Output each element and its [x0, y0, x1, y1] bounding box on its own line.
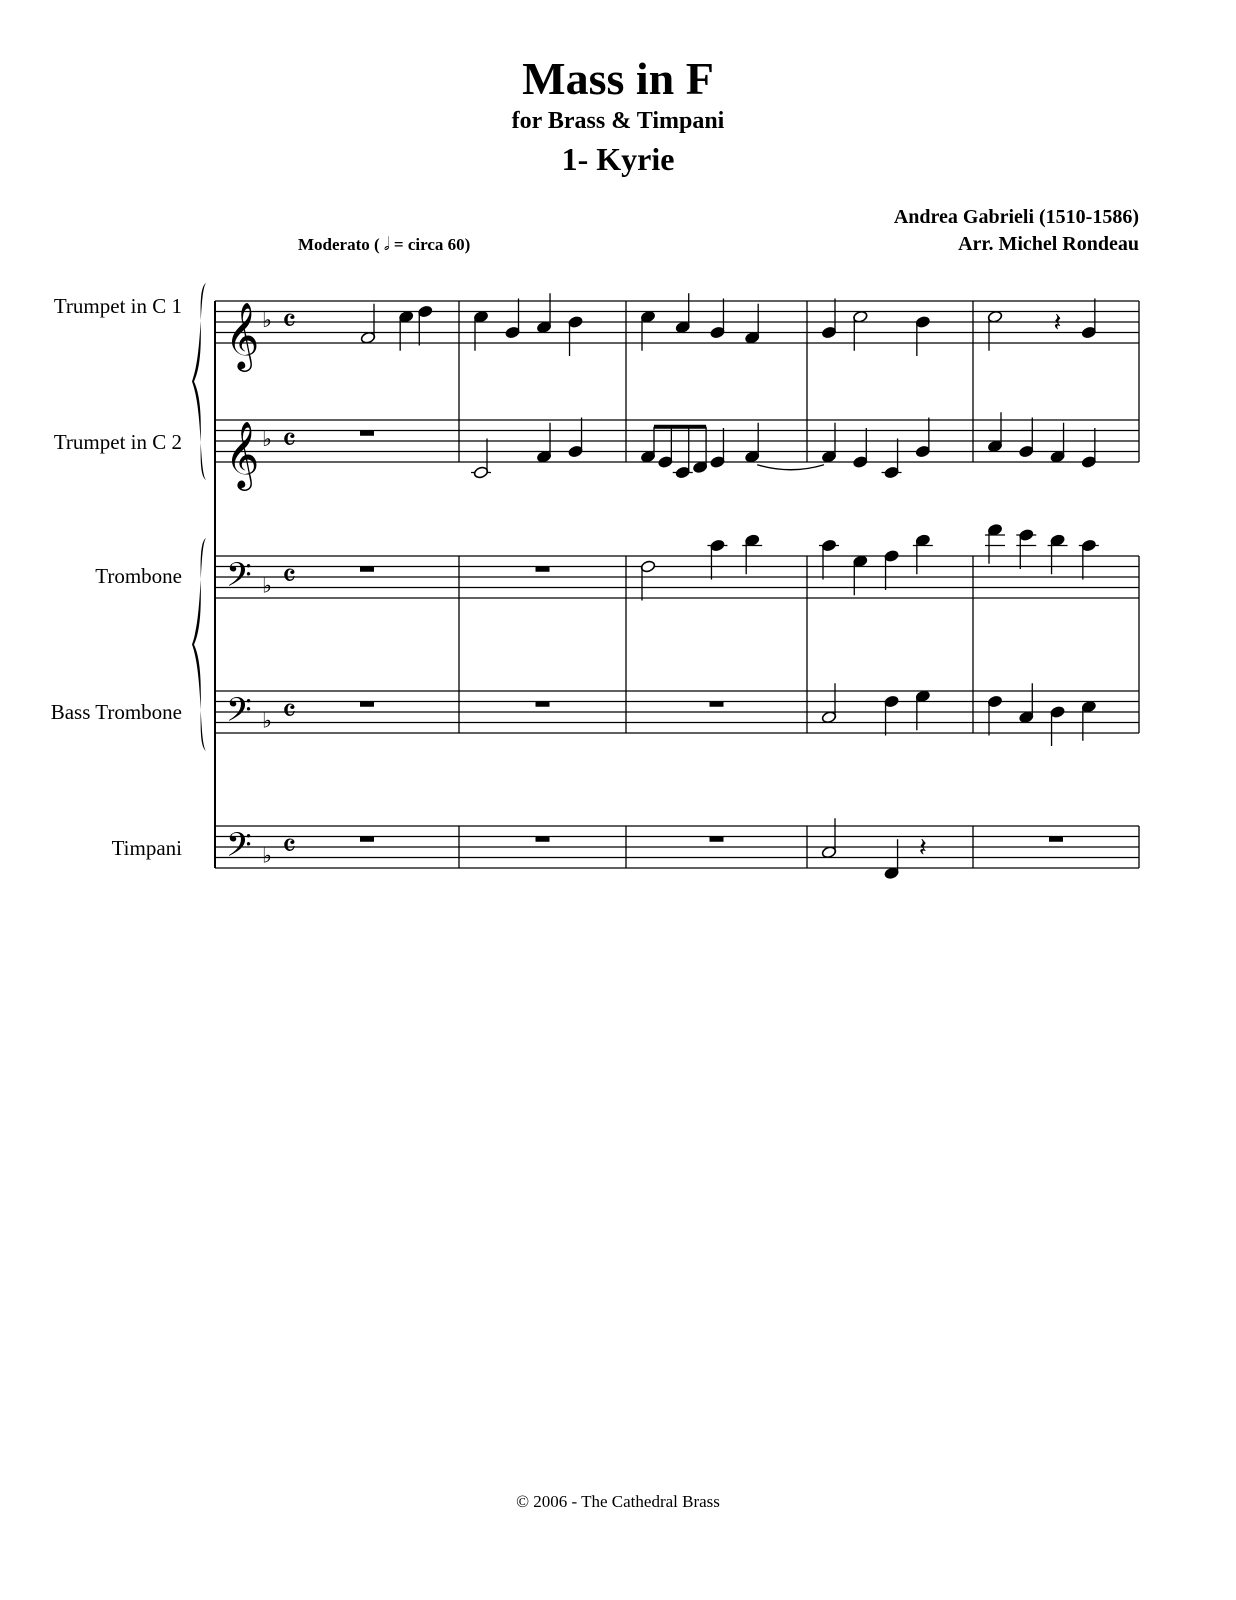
tie-arc: [757, 465, 824, 470]
flat-icon: ♭: [262, 843, 272, 868]
common-time-icon: 𝄴: [282, 556, 297, 595]
bass-clef-icon: 𝄢: [226, 826, 252, 873]
whole-rest-icon: [710, 837, 724, 842]
score-subtitle: for Brass & Timpani: [511, 108, 725, 134]
whole-rest-icon: [360, 702, 374, 707]
quarter-rest-icon: 𝄽: [1053, 308, 1062, 338]
instrument-label-trombone: Trombone: [95, 564, 182, 588]
whole-rest-icon: [536, 567, 550, 572]
flat-icon: ♭: [262, 573, 272, 598]
common-time-icon: 𝄴: [282, 301, 297, 340]
whole-rest-icon: [1049, 837, 1063, 842]
bass-clef-icon: 𝄢: [226, 556, 252, 603]
copyright-notice: © 2006 - The Cathedral Brass: [516, 1492, 720, 1511]
brace-trumpets: [192, 283, 206, 480]
common-time-icon: 𝄴: [282, 826, 297, 865]
flat-icon: ♭: [262, 427, 272, 451]
whole-rest-icon: [360, 837, 374, 842]
treble-clef-icon: 𝄞: [225, 301, 260, 369]
whole-rest-icon: [536, 837, 550, 842]
whole-rest-icon: [360, 567, 374, 572]
tempo-prefix: Moderato (: [298, 235, 380, 254]
instrument-label-trumpet-2: Trumpet in C 2: [53, 430, 182, 454]
whole-rest-icon: [710, 702, 724, 707]
tempo-suffix: = circa 60): [393, 235, 471, 254]
flat-icon: ♭: [262, 308, 272, 332]
composer-credit: Andrea Gabrieli (1510-1586): [893, 206, 1139, 228]
treble-clef-icon: 𝄞: [225, 420, 260, 488]
arranger-credit: Arr. Michel Rondeau: [958, 233, 1139, 255]
score-title: Mass in F: [522, 53, 714, 104]
whole-rest-icon: [360, 431, 374, 436]
movement-title: 1- Kyrie: [561, 141, 675, 177]
brace-trombones: [192, 538, 206, 751]
common-time-icon: 𝄴: [282, 691, 297, 730]
quarter-rest-icon: 𝄽: [918, 833, 927, 863]
whole-rest-icon: [536, 702, 550, 707]
flat-icon: ♭: [262, 708, 272, 733]
instrument-label-trumpet-1: Trumpet in C 1: [53, 294, 182, 318]
half-note-icon: 𝅗𝅥: [383, 234, 390, 255]
instrument-label-bass-trombone: Bass Trombone: [50, 700, 182, 724]
instrument-label-timpani: Timpani: [111, 836, 182, 860]
bass-clef-icon: 𝄢: [226, 691, 252, 738]
common-time-icon: 𝄴: [282, 420, 297, 459]
